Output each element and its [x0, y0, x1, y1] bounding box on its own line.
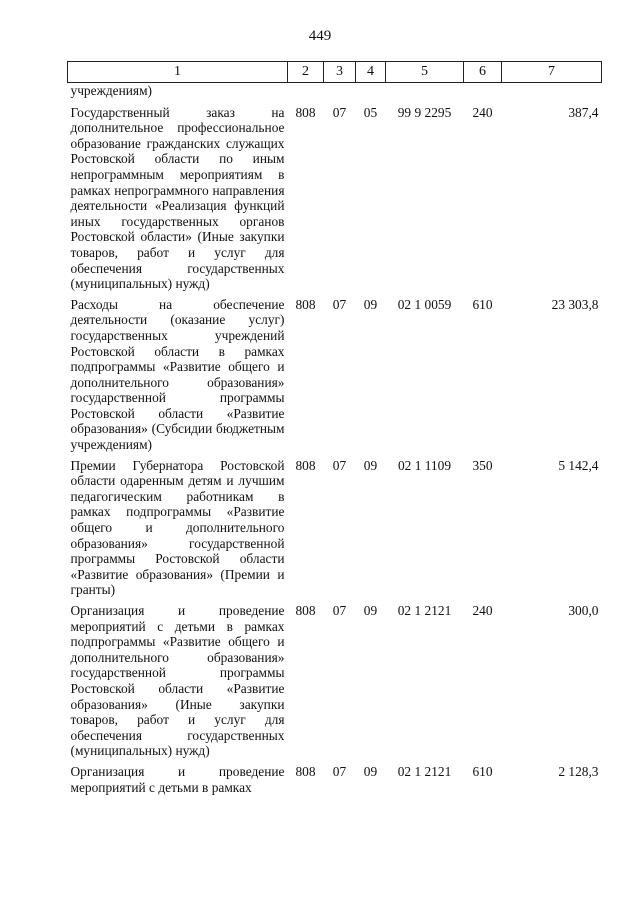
row-csr: 02 1 1109: [397, 457, 452, 473]
row-description: Государственный заказ на дополнительное профессиональное образование гражданских служащих Ростовской области по иным непрограммным мероприятиям в рамках непрограммного направления деятельности «Реализация функций иных государственных органов Ростовской области» (Иные закупки товаров, работ и услуг для обеспечения государственных (муниципальных) нужд): [70, 104, 285, 292]
row-description: Организация и проведение мероприятий с детьми в рамках: [70, 763, 285, 795]
row-ved: 808: [295, 763, 316, 779]
row-ved: 808: [295, 104, 316, 120]
row-pr: 09: [363, 763, 378, 779]
row-description: Организация и проведение мероприятий с детьми в рамках подпрограммы «Развитие общего и дополнительного образования» государственной программы Ростовской области «Развитие образования» (Иные закупки товаров, работ и услуг для обеспечения государственных (муниципальных) нужд): [70, 603, 285, 759]
row-ved: 808: [295, 296, 316, 312]
row-vr: 610: [472, 296, 493, 312]
row-csr: 02 1 2121: [397, 603, 452, 618]
continuation-row: [68, 83, 602, 105]
row-csr: 02 1 0059: [397, 296, 452, 312]
row-amount: 5 142,4: [558, 457, 599, 473]
row-ved: 808: [295, 603, 316, 618]
row-amount: 387,4: [568, 104, 599, 120]
table-row: [68, 297, 602, 458]
row-pr: 09: [363, 603, 378, 618]
row-vr: 610: [472, 763, 493, 779]
row-description: Расходы на обеспечение деятельности (оказание услуг) государственных учреждений Ростовской области в рамках подпрограммы «Развитие общего и дополнительного образования» государственной программы Ростовской области «Развитие образования» (Субсидии бюджетным учреждениям): [70, 296, 285, 453]
budget-table: [67, 61, 602, 800]
row-rz: 07: [332, 296, 347, 312]
table-row: [68, 458, 602, 603]
table-row: [68, 105, 602, 297]
row-csr: 02 1 2121: [397, 763, 452, 779]
row-rz: 07: [332, 104, 347, 120]
table-row: [68, 603, 602, 764]
header-col-2: 2: [288, 62, 324, 83]
row-rz: 07: [332, 457, 347, 473]
page-number: 449: [308, 28, 332, 44]
header-col-4: 4: [356, 62, 386, 83]
header-row: [68, 62, 602, 83]
row-description: Премии Губернатора Ростовской области одаренным детям и лучшим педагогическим работникам в рамках подпрограммы «Развитие общего и дополнительного образования» государственной программы Ростовской области «Развитие образования» (Премии и гранты): [70, 457, 285, 598]
header-col-7: 7: [502, 62, 602, 83]
row-rz: 07: [332, 763, 347, 779]
row-ved: 808: [295, 457, 316, 473]
row-vr: 350: [472, 457, 493, 473]
header-col-1: 1: [68, 62, 288, 83]
header-col-5: 5: [386, 62, 464, 83]
table-row: [68, 764, 602, 800]
row-amount: 2 128,3: [558, 763, 599, 779]
continuation-text: учреждениям): [70, 83, 153, 98]
row-amount: 300,0: [568, 603, 599, 618]
row-amount: 23 303,8: [551, 296, 599, 312]
row-rz: 07: [332, 603, 347, 618]
header-col-3: 3: [324, 62, 356, 83]
row-pr: 09: [363, 457, 378, 473]
row-pr: 05: [363, 104, 378, 120]
row-vr: 240: [472, 603, 493, 618]
header-col-6: 6: [464, 62, 502, 83]
row-pr: 09: [363, 296, 378, 312]
row-vr: 240: [472, 104, 493, 120]
row-csr: 99 9 2295: [397, 104, 452, 120]
